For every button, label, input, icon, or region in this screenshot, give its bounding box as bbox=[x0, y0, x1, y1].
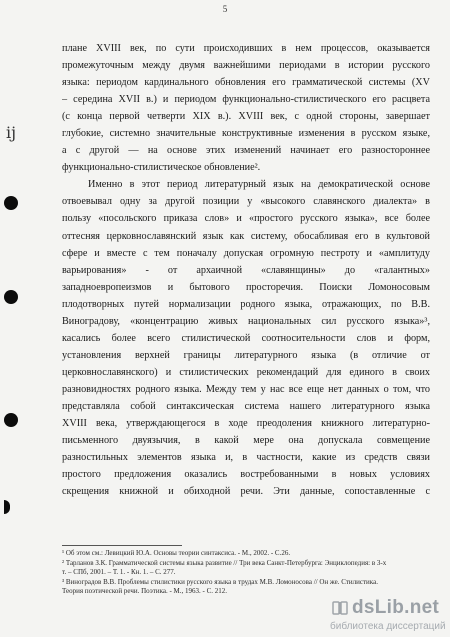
text-line: пользу «посольского приказа слов» и «простого русского языка», все более bbox=[62, 213, 430, 225]
text-line: плодотворных путей нормализации родного языка, отражающих, по В.В. bbox=[62, 298, 430, 310]
text-line: скрещения книжной и обиходной речи. Эти данные, сопоставленные с bbox=[62, 486, 430, 498]
binding-hole-3 bbox=[4, 413, 18, 427]
text-line: простого предложения оказались востребованными в новых условиях bbox=[62, 469, 430, 481]
body-text bbox=[62, 40, 430, 500]
text-line: промежуточным между двумя важнейшими периодами в истории русского bbox=[62, 60, 430, 72]
book-icon bbox=[332, 600, 348, 616]
text-line: – середина XVII в.) и периодом функционально-стилистического его расцвета bbox=[62, 94, 430, 106]
watermark-subtitle: библиотека диссертаций bbox=[330, 621, 446, 632]
text-line: Виноградову, «концентрацию живых национальных сил русского языка»³, bbox=[62, 315, 430, 327]
text-line: функционально-стилистическое обновление². bbox=[62, 162, 261, 174]
binding-hole-2 bbox=[4, 290, 18, 304]
text-line: языка: периодом кардинального обновления его грамматической системы (XV bbox=[62, 77, 430, 89]
margin-mark: ij bbox=[6, 123, 17, 142]
footnotes bbox=[62, 549, 430, 597]
text-line: письменного двуязычия, в какой мере она допускала совмещение bbox=[62, 435, 430, 447]
text-line: сфере и вместе с тем поначалу допуская огромную пестроту и «амплитуду bbox=[62, 247, 430, 259]
text-line: касались более всего стилистической соотносительности слов и форм, bbox=[62, 332, 430, 344]
footnote-line: ² Тарланов З.К. Грамматической системы языка развитие // Три века Санкт-Петербурга: Энциклопедия: в 3-х bbox=[62, 558, 387, 567]
watermark[interactable] bbox=[330, 597, 445, 635]
binding-hole-4 bbox=[4, 500, 10, 514]
footnote-line: Теория поэтической речи. Поэтика. - М., 1963. - С. 212. bbox=[62, 587, 228, 596]
text-line: разностильных элементов языка и, в частности, какие из средств связи bbox=[62, 452, 430, 464]
text-line: отвоевывал одну за другой позиции у «высокого славянского диалекта» в bbox=[62, 196, 430, 208]
text-line: XVIII века, утверждающегося в ходе преодоления книжного литературно- bbox=[62, 418, 430, 430]
watermark-logo: dsLib.net bbox=[352, 597, 440, 618]
footnote-line: ¹ Об этом см.: Левицкий Ю.А. Основы теории синтаксиса. - М., 2002. - С.26. bbox=[62, 549, 291, 557]
text-line: разновидностях родного языка. Между тем у нас все еще нет данных о том, что bbox=[62, 383, 430, 395]
footnote-line: ³ Виноградов В.В. Проблемы стилистики русского языка в трудах М.В. Ломоносова // Он же. Стилистика. bbox=[62, 577, 378, 586]
text-line: варьирования» - от архаичной «славянщины» до «галантных» bbox=[62, 264, 430, 276]
text-line: представляла собой синтаксическая система нашего литературного языка bbox=[62, 400, 430, 412]
text-line: западноевропеизмов и бытового просторечия. Поиски Ломоносовым bbox=[62, 281, 430, 293]
text-line: церковнославянского) и стилистических рекомендаций для единого в своих bbox=[62, 366, 430, 378]
binding-hole-1 bbox=[4, 196, 18, 210]
text-line: плане XVIII век, по сути происходивших в нем процессов, оказывается bbox=[62, 43, 430, 54]
text-line: глубокие, системно значительные конструктивные изменения в русском языке, bbox=[62, 128, 430, 140]
footnote-line: т. – СПб, 2001. – Т. 1. - Кн. 1. – С. 277. bbox=[62, 568, 176, 577]
footnote-divider bbox=[62, 545, 182, 546]
page-number: 5 bbox=[222, 4, 228, 14]
text-line: установления верхней границы литературного языка (в отличие от bbox=[62, 349, 430, 361]
text-line: оттесняя церковнославянский язык как систему, обосабливая его в культовой bbox=[62, 230, 430, 242]
text-line: (с конца первой четверти XIX в.). XVIII век, с одной стороны, завершает bbox=[62, 111, 430, 123]
text-line: Именно в этот период литературный язык на демократической основе bbox=[88, 179, 430, 191]
text-line: а с другой — на основе этих изменений начинает его разностороннее bbox=[62, 145, 430, 157]
